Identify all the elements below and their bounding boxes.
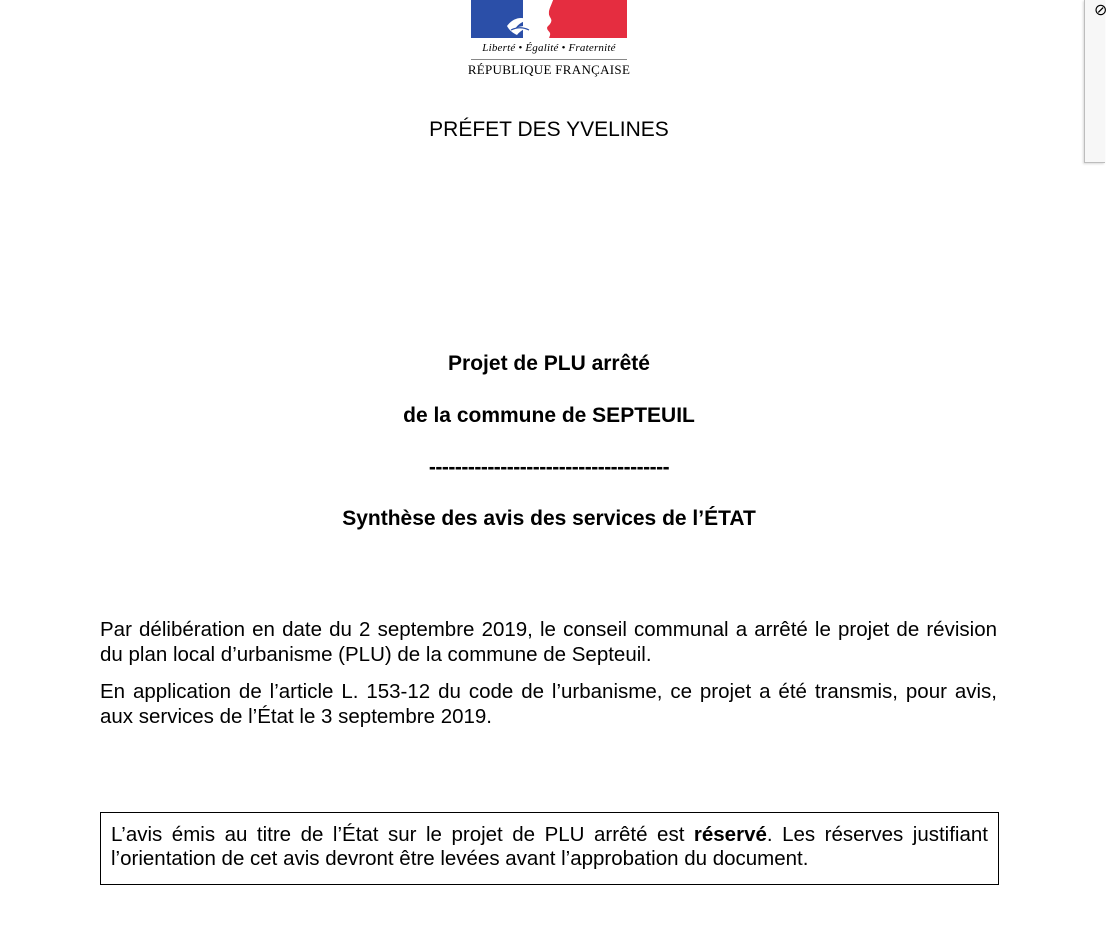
notice-text-before: L’avis émis au titre de l’État sur le projet de PLU arrêté est: [111, 823, 694, 846]
side-panel-toggle[interactable]: [1084, 0, 1105, 163]
notice-text-after: . Les réserves justifiant l’orientation de cet avis devront être levées avant l’approbation du document.: [111, 823, 988, 870]
title-separator: -------------------------------------: [428, 456, 670, 479]
logo-divider: [471, 59, 627, 60]
prefecture-heading: PRÉFET DES YVELINES: [429, 118, 669, 141]
paragraph-deliberation: Par délibération en date du 2 septembre 2019, le conseil communal a arrêté le projet de révision du plan local d’urbanisme (PLU) de la commune de Septeuil.: [100, 618, 997, 666]
marianne-logo: [466, 0, 632, 84]
notice-box: [100, 812, 999, 885]
title-line-2: de la commune de SEPTEUIL: [403, 404, 695, 427]
title-line-1: Projet de PLU arrêté: [448, 352, 650, 375]
notice-emphasis: réservé: [693, 823, 767, 846]
title-line-3: Synthèse des avis des services de l’ÉTAT: [342, 507, 756, 530]
republique-text: RÉPUBLIQUE FRANÇAISE: [467, 62, 631, 77]
sync-icon[interactable]: ⊘: [1094, 2, 1107, 19]
motto-text: Liberté • Égalité • Fraternité: [482, 42, 616, 54]
flag-emblem: [471, 0, 627, 38]
paragraph-application: En application de l’article L. 153-12 du code de l’urbanisme, ce projet a été transmis, pour avis, aux services de l’État le 3 septembre 2019.: [100, 680, 997, 728]
